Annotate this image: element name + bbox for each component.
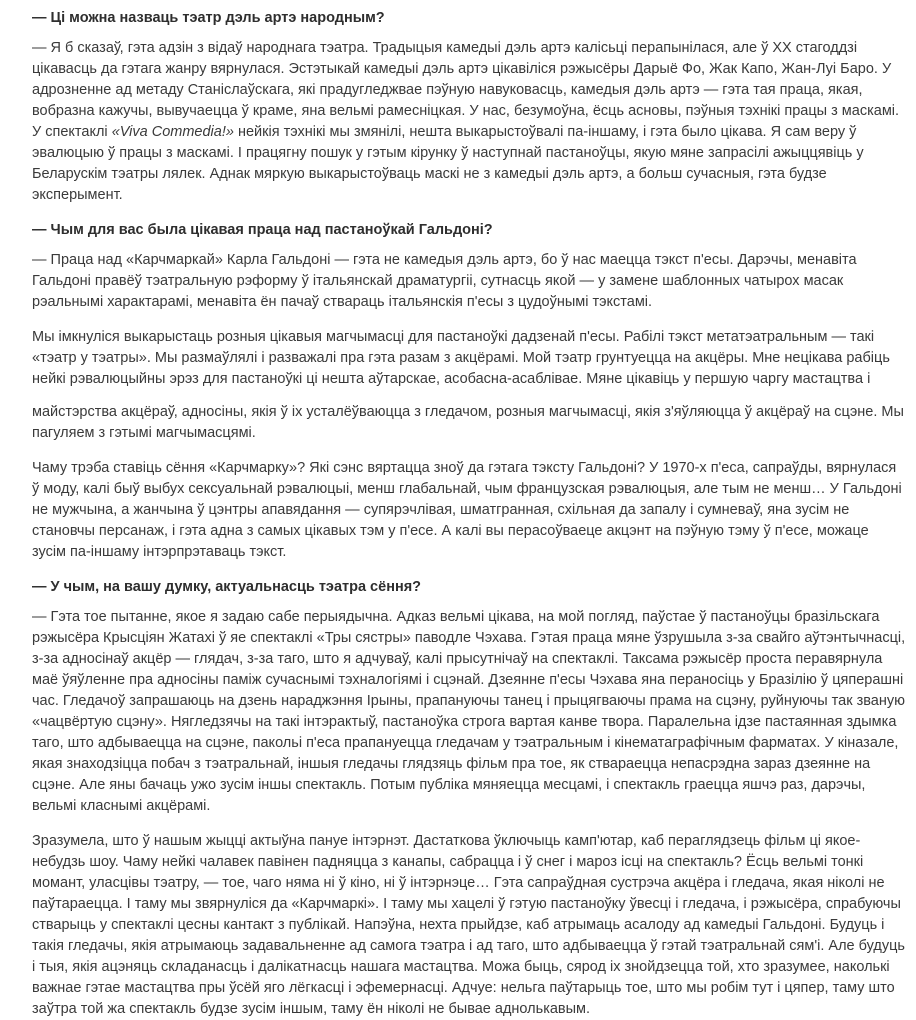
paragraph-text: нейкія тэхнікі мы змянілі, нешта выкарыстоўвалі па-іншаму, і гэта было цікава. Я сам веру ў эвалюцыю ў працы з маскамі. І працягну пошук у гэтым кірунку ў наступнай пастаноўцы, якую мяне запрасілі ажыццявіць у Беларускім тэатры лялек. Аднак мяркую выкарыстоўваць маскі не з камедыі дэль артэ, а больш сучасныя, гэта будзе эксперымент. bbox=[32, 124, 864, 203]
question-heading: — У чым, на вашу думку, актуальнасць тэатра сёння? bbox=[32, 579, 422, 595]
question-heading: — Чым для вас была цікавая праца над пастаноўкай Гальдоні? bbox=[32, 222, 493, 238]
answer-paragraph: Чаму трэба ставіць сёння «Карчмарку»? Які сэнс вяртацца зноў да гэтага тэксту Гальдоні? У 1970-х п'еса, сапраўды, вярнулася ў моду, калі быў выбух сексуальнай рэвалюцыі, менш глабальнай, чым французская рэвалюцыя, але тым не менш… У Гальдоні не мужчына, а жанчына ў цэнтры апавядання — супярэчлівая, шматгранная, схільная да запалу і сумневаў, яна зусім не становчы персанаж, і гэта адна з самых цікавых тэм у п'есе. А калі вы перасоўваеце акцэнт на пэўную тэму ў п'есе, можаце зусім па-іншаму інтэрпрэтаваць тэкст. bbox=[32, 460, 902, 560]
answer-paragraph: Зразумела, што ў нашым жыцці актыўна пануе інтэрнэт. Дастаткова ўключыць камп'ютар, каб пераглядзець фільм ці якое-небудзь шоу. Чаму нейкі чалавек павінен падняцца з канапы, сабрацца і ў снег і мароз ісці на спектакль? Ёсць вельмі тонкі момант, уласцівы тэатру, — тое, чаго няма ні ў кіно, ні ў інтэрнэце… Гэта сапраўдная сустрэча акцёра і гледача, якая ніколі не паўтараецца. І таму мы звярнуліся да «Карчмаркі». І таму мы хацелі ў гэтую пастаноўку ўвесці і гледача, і рэжысёра, спрабуючы стварыць у спектаклі цесны кантакт з публікай. Напэўна, нехта прыйдзе, каб атрымаць асалоду ад камедыі Гальдоні. Будуць і такія гледачы, якія атрымаюць задавальненне ад самога тэатра і ад таго, што адбываецца ў гэтай тэатральнай сям'і. Але будуць і тыя, якія ацэняць складанасць і далікатнасць нашага мастацтва. Можа быць, сярод іх знойдзецца той, хто зразумее, наколькі важнае гэтае мастацтва пры ўсёй яго лёгкасці і эфемернасці. Адчуе: нельга паўтарыць тое, што мы робім тут і цяпер, таму што заўтра той жа спектакль будзе зусім іншым, таму ён ніколі не бывае аднолькавым. bbox=[32, 833, 905, 1017]
answer-paragraph: майстэрства акцёраў, адносіны, якія ў іх усталёўваюцца з гледачом, розныя магчымасці, якія з'яўляюцца ў акцёраў на сцэне. Мы пагуляем з гэтымі магчымасцямі. bbox=[32, 404, 904, 441]
answer-paragraph: — Праца над «Карчмаркай» Карла Гальдоні — гэта не камедыя дэль артэ, бо ў нас маецца тэкст п'есы. Дарэчы, менавіта Гальдоні правёў тэатральную рэформу ў італьянскай драматургіі, сутнасць якой — у замене шаблонных чатырох масак рэальнымі характарамі, менавіта ён пачаў ствараць італьянскія п'есы з цудоўнымі тэкстамі. bbox=[32, 252, 857, 310]
answer-paragraph bbox=[32, 38, 906, 206]
answer-paragraph: Мы імкнуліся выкарыстаць розныя цікавыя магчымасці для пастаноўкі дадзенай п'есы. Рабілі тэкст метатэатральным — такі «тэатр у тэатры». Мы размаўлялі і разважалі пра гэта разам з акцёрамі. Мой тэатр грунтуецца на акцёры. Мне нецікава рабіць нейкі рэвалюцыйны эрэз для пастаноўкі ці нешта аўтарскае, асобасна-асаблівае. Мяне цікавіць у першую чаргу мастацтва і bbox=[32, 329, 890, 387]
show-title: «Viva Commedia!» bbox=[111, 124, 234, 140]
answer-paragraph: — Гэта тое пытанне, якое я задаю сабе перыядычна. Адказ вельмі цікава, на мой погляд, паўстае ў пастаноўцы бразільскага рэжысёра Крысціян Жатахі ў яе спектаклі «Тры сястры» паводле Чэхава. Гэтая праца мяне ўзрушыла з-за свайго аўтэнтычнасці, з-за адносінаў акцёр — глядач, з-за таго, што я адчуваў, калі прысутнічаў на спектаклі. Таксама рэжысёр проста перавярнула маё ўяўленне пра адносіны паміж сучаснымі тэхналогіямі і сцэнай. Дзеянне п'есы Чэхава яна пераносіць у Бразілію ў цяперашні час. Гледачоў запрашаюць на дзень нараджэння Ірыны, прапануючы танец і прыцягваючы прама на сцэну, руйнуючы так званую «чацвёртую сцэну». Нягледзячы на такі інтэрактыў, пастаноўка строга вартая канве твора. Паралельна ідзе пастаянная здымка таго, што адбываецца на сцэне, пакольі п'еса прапануецца гледачам у тэатральным і кінематаграфічным фарматах. У кіназале, якая знаходзіцца побач з тэатральнай, іншыя гледачы глядзяць фільм пра тое, як ствараецца непасрэдна зараз дзеянне на сцэне. Але яны бачаць ужо зусім іншы спектакль. Потым публіка мяняецца месцамі, і спектакль граецца яшчэ раз, дарэчы, вельмі класнымі акцёрамі. bbox=[32, 609, 906, 814]
question-heading: — Ці можна назваць тэатр дэль артэ народным? bbox=[32, 10, 385, 26]
paragraph-text: — Я б сказаў, гэта адзін з відаў народнага тэатра. Традыцыя камедыі дэль артэ калісьці перапынілася, але ў XX стагоддзі цікавасць да гэтага жанру вярнулася. Эстэтыкай камедыі дэль артэ цікавіліся рэжысёры Дарыё Фо, Жак Капо, Жан-Луі Баро. У адрозненне ад метаду Станіслаўскага, які прадугледжвае пэўную навуковасць, камедыя дэль артэ — гэта тая праца, якая, вобразна кажучы, вывучаецца ў краме, яна вельмі рамесніцкая. У нас, безумоўна, ёсць асновы, пэўныя тэхнікі працы з маскамі. У спектаклі bbox=[32, 40, 900, 140]
